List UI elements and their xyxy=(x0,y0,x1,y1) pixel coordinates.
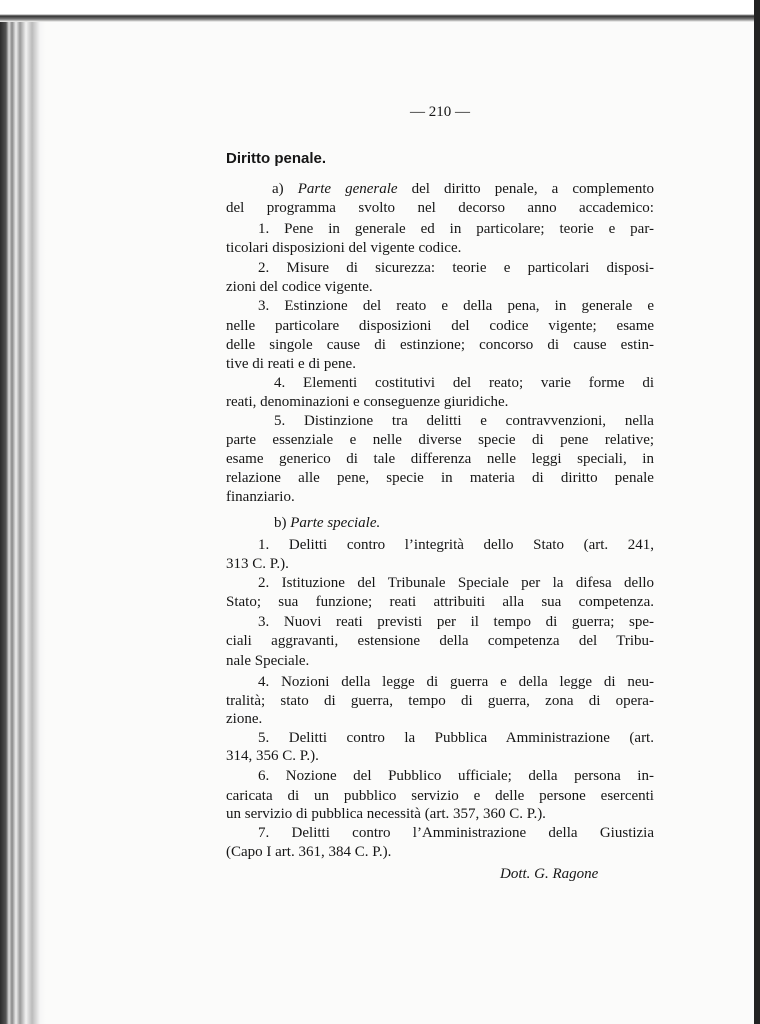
text-line-content: 3. Nuovi reati previsti per il tempo di guerra; spe- xyxy=(258,614,654,630)
text-line xyxy=(258,767,654,786)
text-line xyxy=(226,317,654,336)
text-line-content: reati, denominazioni e conseguenze giuridiche. xyxy=(226,394,509,410)
text-line-content: (Capo I art. 361, 384 C. P.). xyxy=(226,844,392,860)
text-line-content: tive di reati e di pene. xyxy=(226,356,356,372)
text-line-content: b) xyxy=(274,515,291,531)
text-line xyxy=(274,412,654,431)
text-line-content: 7. Delitti contro l’Amministrazione della Giustizia xyxy=(258,825,655,841)
text-line-content: delle singole cause di estinzione; concorso di cause estin- xyxy=(226,337,655,353)
text-line xyxy=(226,692,654,711)
text-line xyxy=(226,805,546,824)
text-line xyxy=(226,336,654,355)
text-line xyxy=(226,431,654,450)
text-line-content: del programma svolto nel decorso anno accademico: xyxy=(226,200,654,216)
text-line-content: 5. Delitti contro la Pubblica Amministrazione (art. xyxy=(258,730,654,746)
text-line xyxy=(258,259,654,278)
text-line-content: tralità; stato di guerra, tempo di guerra, zona di opera- xyxy=(226,693,654,709)
text-line xyxy=(258,536,654,555)
italic-title: Parte generale xyxy=(297,181,398,197)
text-line-content: esame generico di tale differenza nelle leggi speciali, in xyxy=(226,451,654,467)
text-line-content: un servizio di pubblica necessità (art. 357, 360 C. P.). xyxy=(226,806,546,822)
text-line xyxy=(274,514,380,533)
page-top-edge xyxy=(0,0,760,22)
text-line xyxy=(258,220,654,239)
page-number: — 210 — xyxy=(410,104,470,120)
text-line xyxy=(226,652,309,671)
text-line xyxy=(226,555,289,574)
text-line xyxy=(226,278,373,297)
text-line-content: 2. Misure di sicurezza: teorie e particolari disposi- xyxy=(258,260,654,276)
text-line xyxy=(226,239,461,258)
section-heading: Diritto penale. xyxy=(226,150,327,167)
book-binding-edge xyxy=(0,0,46,1024)
text-line xyxy=(226,747,319,766)
text-line-content: 314, 356 C. P.). xyxy=(226,748,319,764)
text-line-content: relazione alle pene, specie in materia di diritto penale xyxy=(226,470,654,486)
text-line-content: finanziario. xyxy=(226,489,295,505)
text-line-content: nelle particolare disposizioni del codice vigente; esame xyxy=(226,318,655,334)
text-line-content: 4. Elementi costitutivi del reato; varie forme di xyxy=(274,375,654,391)
text-line xyxy=(226,199,654,218)
text-line xyxy=(226,710,262,729)
italic-title: Parte speciale. xyxy=(290,515,381,531)
text-line-content: 6. Nozione del Pubblico ufficiale; della persona in- xyxy=(258,768,654,784)
text-line xyxy=(272,180,654,199)
text-line-content: 1. Pene in generale ed in particolare; teorie e par- xyxy=(258,221,655,237)
text-line xyxy=(226,393,508,412)
text-line xyxy=(226,469,654,488)
text-line-content: Stato; sua funzione; reati attribuiti alla sua competenza. xyxy=(226,594,654,610)
text-line-content: 5. Distinzione tra delitti e contravvenzioni, nella xyxy=(274,413,654,429)
text-line xyxy=(226,632,654,651)
text-line xyxy=(226,593,654,612)
text-line xyxy=(258,824,654,843)
text-line-content: ticolari disposizioni del vigente codice. xyxy=(226,240,462,256)
text-line-content: 4. Nozioni della legge di guerra e della legge di neu- xyxy=(258,674,654,690)
text-line-content: 2. Istituzione del Tribunale Speciale per la difesa dello xyxy=(258,575,655,591)
text-line xyxy=(226,355,356,374)
author-signature: Dott. G. Ragone xyxy=(500,866,599,882)
text-line xyxy=(258,729,654,748)
text-line-content: zione. xyxy=(226,711,263,727)
page-right-edge xyxy=(754,0,760,1024)
text-line xyxy=(226,488,295,507)
text-line-content: nale Speciale. xyxy=(226,653,310,669)
text-line-content: parte essenziale e nelle diverse specie di pene relative; xyxy=(226,432,655,448)
text-line xyxy=(258,673,654,692)
text-line xyxy=(226,843,391,862)
text-line-content: a) xyxy=(272,181,298,197)
text-line-content: 3. Estinzione del reato e della pena, in generale e xyxy=(258,298,655,314)
text-line xyxy=(226,450,654,469)
text-line xyxy=(258,613,654,632)
text-line-content: ciali aggravanti, estensione della competenza del Tribu- xyxy=(226,633,655,649)
text-line xyxy=(226,787,654,806)
text-line-content: 1. Delitti contro l’integrità dello Stato (art. 241, xyxy=(258,537,655,553)
text-line-content: 313 C. P.). xyxy=(226,556,289,572)
text-line-content: zioni del codice vigente. xyxy=(226,279,373,295)
text-line xyxy=(258,297,654,316)
text-line-content: del diritto penale, a complemento xyxy=(397,181,654,197)
text-line xyxy=(274,374,654,393)
text-line xyxy=(258,574,654,593)
text-line-content: caricata di un pubblico servizio e delle persone esercenti xyxy=(226,788,654,804)
